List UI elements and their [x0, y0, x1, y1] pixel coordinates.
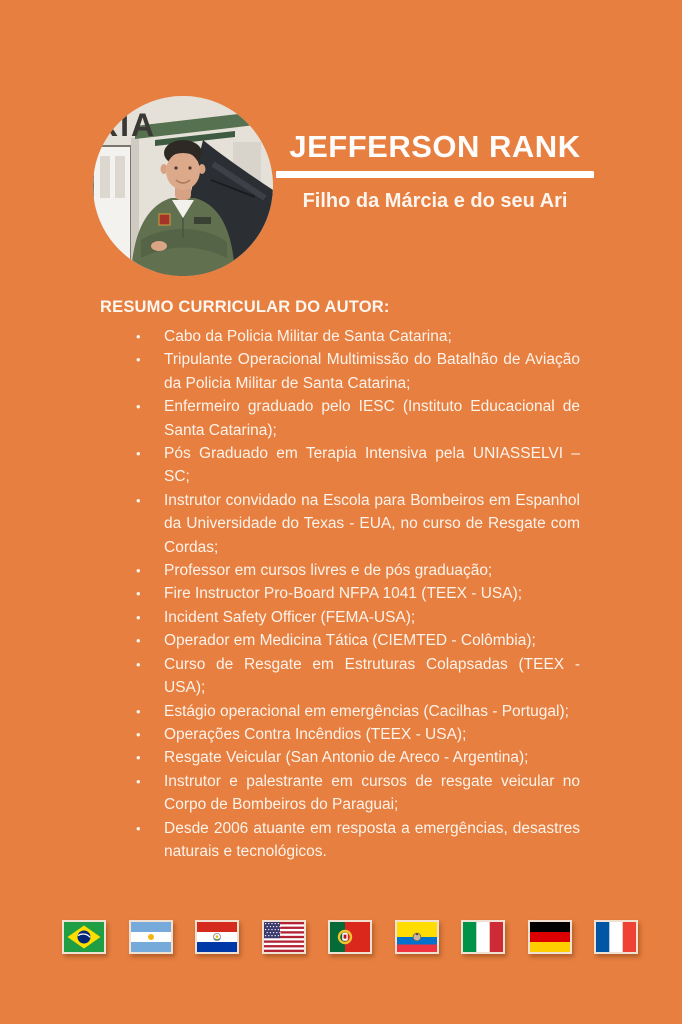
page-subtitle: Filho da Márcia e do seu Ari: [302, 190, 568, 212]
resume-item-text: Estágio operacional em emergências (Cacilhas - Portugal);: [164, 702, 569, 720]
resume-item: [136, 629, 580, 652]
argentina-flag-icon: [129, 920, 173, 954]
germany-flag-icon: [528, 920, 572, 954]
italy-flag-icon: [461, 920, 505, 954]
resume-item-text: Pós Graduado em Terapia Intensiva pela UNIASSELVI – SC;: [164, 445, 580, 486]
resume-list: [100, 325, 580, 863]
france-flag-icon: [594, 920, 638, 954]
resume-item-text: Operador em Medicina Tática (CIEMTED - Colômbia);: [164, 632, 536, 650]
resume-item-text: Tripulante Operacional Multimissão do Batalhão de Aviação da Policia Militar de Santa Catarina;: [164, 351, 580, 392]
author-photo-scene: [93, 96, 273, 276]
bullet-icon: •: [136, 563, 141, 579]
resume-item: [136, 582, 580, 605]
resume-item-text: Incident Safety Officer (FEMA-USA);: [164, 608, 416, 626]
resume-item: [136, 489, 580, 559]
header-block: [276, 130, 594, 213]
resume-item: [136, 442, 580, 489]
bullet-icon: •: [136, 492, 141, 508]
resume-item: [136, 723, 580, 746]
resume-item: [136, 395, 580, 442]
resume-item: [136, 348, 580, 395]
resume-item: [136, 559, 580, 582]
resume-item: [136, 606, 580, 629]
resume-item-text: Instrutor e palestrante em cursos de resgate veicular no Corpo de Bombeiros do Paraguai;: [164, 772, 580, 814]
resume-item: [136, 325, 580, 348]
ecuador-flag-icon: [395, 920, 439, 954]
resume-item-text: Fire Instructor Pro-Board NFPA 1041 (TEEX - USA);: [164, 585, 523, 603]
resume-item-text: Curso de Resgate em Estruturas Colapsadas (TEEX - USA);: [164, 655, 580, 697]
portugal-flag-icon: [328, 920, 372, 954]
title-underline: [276, 171, 594, 178]
resume-item: [136, 700, 580, 723]
resume-item: [136, 653, 580, 700]
bullet-icon: •: [136, 446, 141, 462]
resume-item-text: Cabo da Policia Militar de Santa Catarina;: [164, 328, 452, 345]
paraguay-flag-icon: [195, 920, 239, 954]
bullet-icon: •: [136, 609, 141, 625]
bullet-icon: •: [136, 633, 141, 649]
usa-flag-icon: [262, 920, 306, 954]
resume-item: [136, 770, 580, 817]
resume-item-text: Resgate Veicular (San Antonio de Areco - Argentina);: [164, 749, 529, 767]
resume-item-text: Professor em cursos livres e de pós graduação;: [164, 562, 493, 580]
photo-sign-text: RIA: [95, 107, 157, 143]
resume-heading: RESUMO CURRICULAR DO AUTOR:: [100, 298, 390, 316]
bullet-icon: •: [136, 726, 141, 742]
bullet-icon: •: [136, 750, 141, 766]
author-photo: [93, 96, 273, 276]
resume-item: [136, 746, 580, 769]
resume-section: [100, 298, 580, 863]
brazil-flag-icon: [62, 920, 106, 954]
resume-item-text: Desde 2006 atuante em resposta a emergências, desastres naturais e tecnológicos.: [164, 819, 580, 860]
resume-item-text: Instrutor convidado na Escola para Bombeiros em Espanhol da Universidade do Texas - EUA, no curso de Resgate com Cordas;: [164, 491, 580, 556]
bullet-icon: •: [136, 329, 141, 344]
resume-item: [136, 817, 580, 864]
bullet-icon: •: [136, 656, 141, 672]
bullet-icon: •: [136, 703, 141, 719]
bullet-icon: •: [136, 352, 141, 368]
resume-item-text: Operações Contra Incêndios (TEEX - USA);: [164, 725, 467, 743]
bullet-icon: •: [136, 399, 141, 415]
resume-item-text: Enfermeiro graduado pelo IESC (Instituto Educacional de Santa Catarina);: [164, 398, 580, 439]
page-title: JEFFERSON RANK: [289, 129, 581, 164]
bullet-icon: •: [136, 773, 141, 789]
bullet-icon: •: [136, 586, 141, 602]
flag-row: [62, 920, 638, 954]
bullet-icon: •: [136, 820, 141, 836]
